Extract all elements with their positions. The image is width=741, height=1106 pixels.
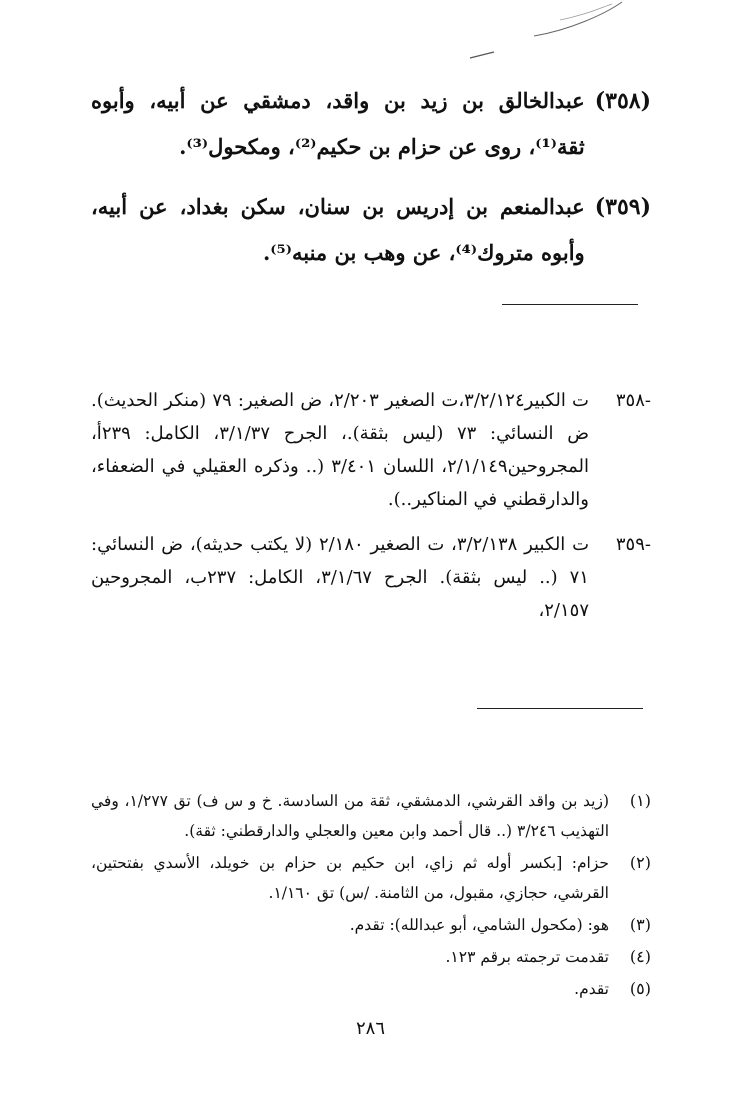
- footnote-number: (٥): [629, 979, 651, 998]
- footnote-text: هو: (مكحول الشامي، أبو عبدالله): تقدم.: [349, 916, 609, 934]
- footnote-text: تقدمت ترجمته برقم ١٢٣.: [445, 948, 609, 966]
- entry-text: عبدالخالق بن زيد بن واقد، دمشقي عن أبيه، وأبوه ثقة⁽¹⁾، روى عن حزام بن حكيم⁽²⁾، ومكحول⁽³⁾.: [91, 88, 585, 159]
- footnote-1: [91, 786, 651, 846]
- reference-number: -٣٥٨: [615, 390, 651, 411]
- divider-line: [502, 304, 638, 305]
- footnotes: [91, 786, 651, 1006]
- source-references: [91, 384, 651, 639]
- biography-entries: [91, 78, 651, 290]
- entry-358: [91, 78, 651, 170]
- reference-number: -٣٥٩: [615, 534, 651, 555]
- entry-number: (٣٥٨): [594, 88, 651, 114]
- footnote-number: (٢): [629, 853, 651, 872]
- scan-artifact-marks: [0, 0, 741, 80]
- reference-text: ت الكبير٣/٢/١٢٤،ت الصغير ٢/٢٠٣، ض الصغير: ٧٩ (منكر الحديث). ض النسائي: ٧٣ (ليس بثقة).، الجرح ٣/١/٣٧، الكامل: ٢٣٩أ، المجروحين٢/١/١٤٩، اللسان ٣/٤٠١ (.. وذكره العقيلي في الضعفاء، والدارقطني في المناكير..).: [91, 390, 589, 510]
- footnote-2: [91, 848, 651, 908]
- footnote-divider-line: [477, 708, 643, 709]
- reference-text: ت الكبير ٣/٢/١٣٨، ت الصغير ٢/١٨٠ (لا يكتب حديثه)، ض النسائي: ٧١ (.. ليس بثقة). الجرح ٣/١/٦٧، الكامل: ٢٣٧ب، المجروحين ٢/١٥٧،: [91, 534, 590, 621]
- page-number: ٢٨٦: [355, 1018, 385, 1039]
- entry-359: [91, 184, 651, 276]
- footnote-4: [91, 942, 651, 972]
- reference-359: [91, 528, 651, 627]
- footnote-text: حزام: [بكسر أوله ثم زاي، ابن حكيم بن حزام بن خويلد، الأسدي بفتحتين، القرشي، حجازي، مقبول، من الثامنة. /س) تق ١/١٦٠.: [91, 854, 609, 902]
- footnote-3: [91, 910, 651, 940]
- footnote-number: (١): [629, 791, 651, 810]
- footnote-5: [91, 974, 651, 1004]
- footnote-text: (زيد بن واقد القرشي، الدمشقي، ثقة من السادسة. خ و س ف) تق ١/٢٧٧، وفي التهذيب ٣/٢٤٦ (.. قال أحمد وابن معين والعجلي والدارقطني: ثقة).: [91, 792, 609, 840]
- reference-358: [91, 384, 651, 516]
- entry-number: (٣٥٩): [594, 194, 651, 220]
- entry-text: عبدالمنعم بن إدريس بن سنان، سكن بغداد، عن أبيه، وأبوه متروك⁽⁴⁾، عن وهب بن منبه⁽⁵⁾.: [91, 194, 585, 265]
- footnote-number: (٣): [629, 915, 651, 934]
- footnote-number: (٤): [629, 947, 651, 966]
- footnote-text: تقدم.: [574, 980, 609, 998]
